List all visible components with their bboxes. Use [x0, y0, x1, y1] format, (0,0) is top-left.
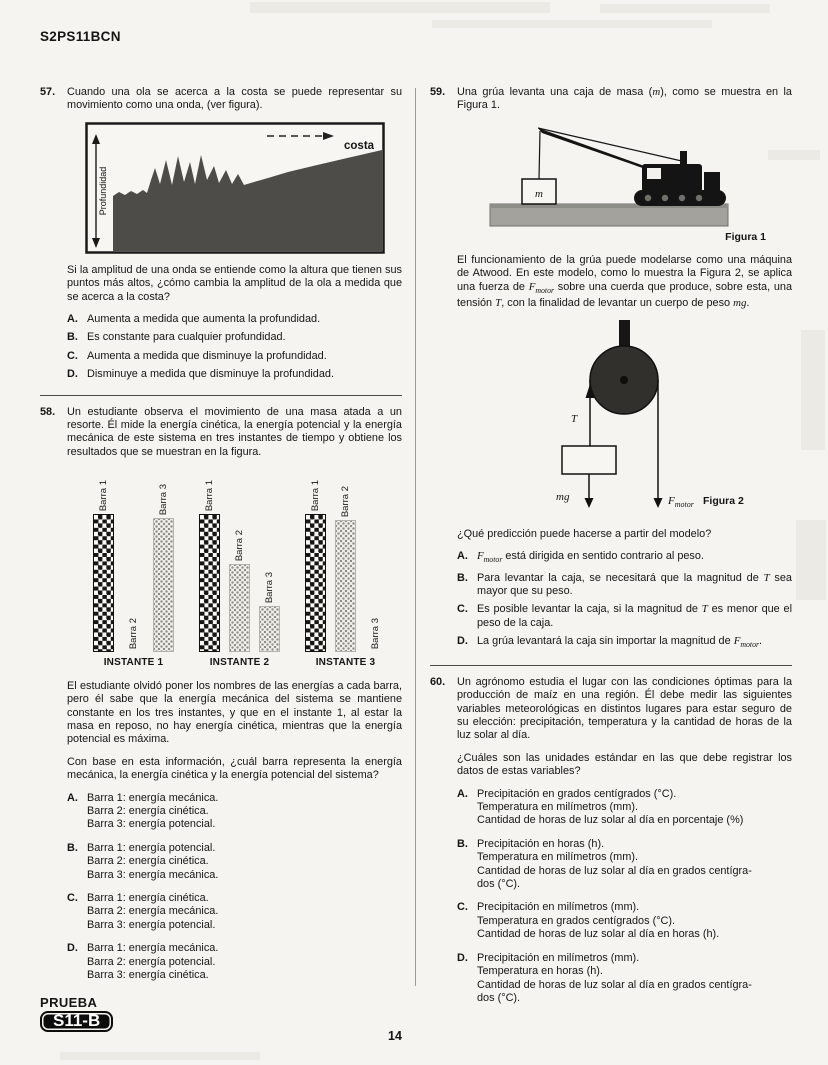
option-58-D — [67, 942, 402, 982]
option-58-B — [67, 842, 402, 882]
option-text: Disminuye a medida que disminuye la profundidad. — [87, 368, 334, 381]
bar-slot — [259, 468, 280, 652]
motor-force-label: $F_{motor}$ — [667, 494, 694, 509]
question-57-stem: Si la amplitud de una onda se entiende como la altura que tienen sus puntos más altos, ¿cómo cambia la amplitud de la ola a medida que se acerca a la costa? — [67, 263, 402, 303]
q58-bar-figure — [67, 468, 402, 669]
question-number: 60. — [430, 675, 446, 688]
left-column — [40, 86, 402, 1000]
scan-artifact — [60, 1052, 260, 1060]
option-58-A — [67, 792, 402, 832]
question-59 — [430, 86, 792, 657]
option-text: Barra 1: energía cinética. Barra 2: energía mecánica. Barra 3: energía potencial. — [87, 891, 219, 931]
option-letter: A. — [67, 313, 78, 326]
bar-slot — [305, 468, 326, 652]
page-number: 14 — [388, 1029, 402, 1043]
f-motor-symbol: $F_{motor}$ — [528, 280, 555, 295]
bar-label: Barra 1 — [309, 480, 321, 512]
test-code: S2PS11BCN — [40, 29, 121, 44]
bar-slot — [123, 468, 144, 652]
tension-symbol: T — [763, 571, 770, 584]
mass-label: m — [534, 187, 543, 200]
bar-label: Barra 2 — [339, 486, 351, 518]
crane-figure — [480, 122, 770, 244]
question-60-stem: ¿Cuáles son las unidades estándar en las que debe registrar los datos de estas variables? — [457, 751, 792, 778]
option-text: Aumenta a medida que aumenta la profundidad. — [87, 313, 321, 326]
instante-caption: INSTANTE 3 — [315, 657, 376, 669]
instante-group — [305, 468, 386, 669]
option-text: Barra 1: energía potencial. Barra 2: energía cinética. Barra 3: energía mecánica. — [87, 841, 219, 881]
atwood-machine-figure — [500, 320, 750, 518]
instante-group — [93, 468, 174, 669]
track-wheel — [678, 195, 684, 201]
question-57 — [40, 86, 402, 387]
option-text: Barra 1: energía mecánica. Barra 2: energía cinética. Barra 3: energía potencial. — [87, 791, 219, 831]
pulley-axle — [620, 376, 628, 384]
track-wheel — [661, 195, 667, 201]
prueba-label: PRUEBA — [40, 995, 98, 1010]
option-letter: A. — [67, 791, 78, 804]
weight-symbol: mg — [733, 297, 747, 310]
bar — [335, 520, 356, 652]
option-letter: A. — [457, 787, 468, 800]
instante-caption: INSTANTE 1 — [103, 657, 164, 669]
bar — [259, 606, 280, 652]
bar-slot — [229, 468, 250, 652]
option-60-B — [457, 838, 792, 892]
bar — [229, 564, 250, 652]
bar-label: Barra 1 — [203, 480, 215, 512]
option-text: $F_{motor}$ está dirigida en sentido contrario al peso. — [477, 550, 704, 565]
question-58-stem: Con base en esta información, ¿cuál barra representa la energía mecánica, la energía cinética y la energía potencial del sistema? — [67, 755, 402, 782]
option-60-D — [457, 952, 792, 1006]
bar-label: Barra 2 — [127, 618, 139, 650]
option-57-B — [67, 331, 402, 344]
option-letter: D. — [457, 951, 468, 964]
question-number: 58. — [40, 405, 56, 418]
f-motor-symbol: $F_{motor}$ — [733, 635, 760, 650]
option-57-D — [67, 368, 402, 381]
option-letter: C. — [457, 901, 468, 914]
tension-symbol: T — [495, 297, 502, 310]
option-58-C — [67, 892, 402, 932]
question-59-intro: Una grúa levanta una caja de masa (m), como se muestra en la Figura 1. — [457, 86, 792, 112]
option-letter: D. — [67, 368, 78, 381]
scan-artifact — [250, 2, 550, 13]
column-divider — [415, 88, 416, 986]
question-57-intro: Cuando una ola se acerca a la costa se puede representar su movimiento como una onda, (ver figura). — [67, 86, 402, 112]
option-letter: B. — [457, 837, 468, 850]
mass-symbol: m — [652, 86, 661, 98]
question-number: 59. — [430, 86, 446, 98]
option-letter: B. — [67, 331, 78, 344]
option-letter: D. — [67, 942, 78, 955]
tension-symbol: T — [701, 603, 708, 616]
option-letter: A. — [457, 550, 468, 563]
option-59-B — [457, 572, 792, 599]
bar-slot — [365, 468, 386, 652]
bar — [93, 514, 114, 652]
option-text: Para levantar la caja, se necesitará que la magnitud de T sea mayor que su peso. — [477, 571, 792, 597]
track-wheel — [644, 195, 650, 201]
option-57-C — [67, 350, 402, 363]
right-column — [430, 86, 792, 1023]
bar — [153, 518, 174, 652]
coast-label: costa — [343, 139, 374, 152]
test-booklet-badge: S11-B — [40, 1011, 113, 1031]
instante-group — [199, 468, 280, 669]
option-letter: D. — [457, 635, 468, 648]
cab-window — [647, 168, 661, 179]
scan-artifact — [796, 520, 826, 600]
option-text: Es constante para cualquier profundidad. — [87, 331, 286, 344]
option-59-D — [457, 635, 792, 652]
option-text: Precipitación en grados centígrados (°C). Temperatura en milímetros (mm). Cantidad de horas de luz solar al día en porcentaje (%) — [477, 787, 744, 827]
question-separator — [430, 665, 792, 666]
option-text: Barra 1: energía mecánica. Barra 2: energía potencial. Barra 3: energía cinética. — [87, 942, 219, 981]
bar-label: Barra 3 — [369, 618, 381, 650]
bar — [305, 514, 326, 652]
f-motor-symbol: $F_{motor}$ — [477, 550, 503, 565]
question-58-intro: Un estudiante observa el movimiento de una masa atada a un resorte. Él mide la energía cinética, la energía potencial y la energía mecánica de este sistema en tres instantes de tiempo y obtiene los resultados que se muestran en la figura. — [67, 405, 402, 458]
figure1-caption: Figura 1 — [724, 230, 766, 243]
option-text: Precipitación en milímetros (mm). Temperatura en grados centígrados (°C). Cantidad de horas de luz solar al día en horas (h). — [477, 901, 720, 941]
bar — [199, 514, 220, 652]
question-60 — [430, 676, 792, 1016]
question-58 — [40, 406, 402, 993]
bar-slot — [93, 468, 114, 652]
bar-slot — [153, 468, 174, 652]
instante-caption: INSTANTE 2 — [209, 657, 270, 669]
question-59-stem: ¿Qué predicción puede hacerse a partir del modelo? — [457, 527, 712, 540]
bar-slot — [335, 468, 356, 652]
option-57-A — [67, 313, 402, 326]
bar-label: Barra 3 — [157, 484, 169, 516]
bar-label: Barra 2 — [233, 530, 245, 562]
bar-label: Barra 3 — [263, 572, 275, 604]
option-letter: B. — [67, 841, 78, 854]
figure2-caption: Figura 2 — [702, 494, 744, 507]
option-59-A — [457, 550, 792, 567]
option-60-C — [457, 901, 792, 941]
option-letter: C. — [67, 891, 78, 904]
weight-label: mg — [555, 490, 569, 503]
option-letter: C. — [457, 603, 468, 616]
crane-boom — [538, 128, 660, 174]
question-number: 57. — [40, 86, 56, 98]
wave-figure — [85, 122, 385, 254]
option-60-A — [457, 788, 792, 828]
bar-label: Barra 1 — [97, 480, 109, 512]
bar-slot — [199, 468, 220, 652]
option-text: Aumenta a medida que disminuye la profundidad. — [87, 349, 327, 362]
option-letter: C. — [67, 349, 78, 362]
motor-arrowhead-icon — [653, 498, 662, 508]
counterweight — [704, 172, 720, 192]
track-wheel — [695, 195, 701, 201]
scan-artifact — [801, 330, 825, 450]
option-text: Es posible levantar la caja, si la magnitud de T es menor que el peso de la caja. — [477, 603, 793, 629]
load-box — [562, 446, 616, 474]
scan-artifact — [600, 4, 770, 13]
prueba-block — [40, 996, 113, 1032]
option-letter: B. — [457, 571, 468, 584]
tension-label: T — [570, 412, 577, 425]
question-58-body2: El estudiante olvidó poner los nombres de las energías a cada barra, pero él sabe que la energía mecánica del sistema se mantiene constante en los tres instantes, y que en el instante 1, al estar la masa en reposo, no hay energía cinética, mientras que la energía potencial es máxima. — [67, 679, 402, 746]
weight-arrowhead-icon — [584, 498, 593, 508]
question-59-body: El funcionamiento de la grúa puede modelarse como una máquina de Atwood. En este modelo, como lo muestra la Figura 2, se aplica una fuerza de $F_{motor}$ sobre una cuerda que produce, sobre esta, una tensión T, con la finalidad de levantar un cuerpo de peso mg. — [457, 253, 792, 310]
question-separator — [40, 395, 402, 396]
depth-axis-label: Profundidad — [97, 166, 108, 216]
hoist-cable — [539, 131, 540, 179]
option-text: Precipitación en horas (h). Temperatura en milímetros (mm). Cantidad de horas de luz solar al día en grados centígra- dos (°C). — [477, 837, 752, 891]
option-text: La grúa levantará la caja sin importar la magnitud de $F_{motor}$. — [477, 635, 763, 650]
scan-artifact — [432, 20, 712, 28]
option-59-C — [457, 603, 792, 630]
option-text: Precipitación en milímetros (mm). Temperatura en horas (h). Cantidad de horas de luz solar al día en grados centígra- dos (°C). — [477, 951, 752, 1004]
question-60-intro: Un agrónomo estudia el lugar con las condiciones óptimas para la producción de maíz en una región. Él debe medir las siguientes variables meteorológicas en distintos lugares para estar seguro de su elección: precipitación, temperatura y la cantidad de horas de la luz solar al día. — [457, 675, 792, 742]
